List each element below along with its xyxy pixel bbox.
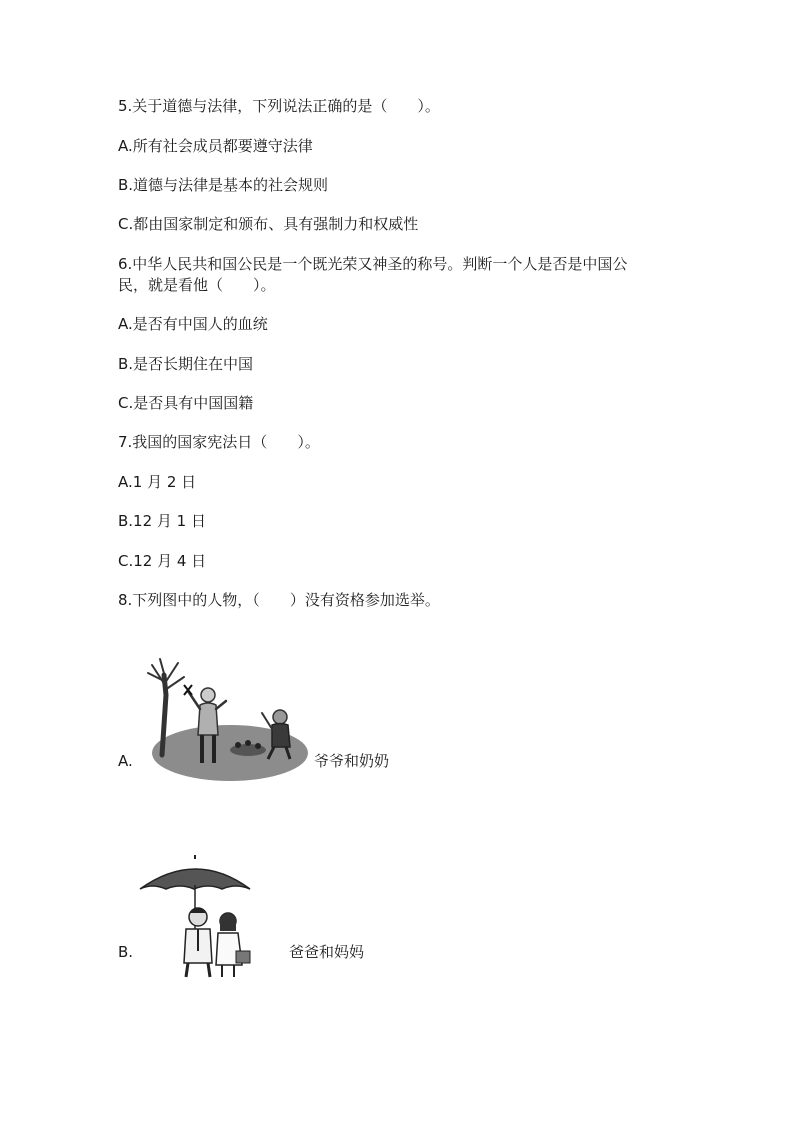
question-6-option-c: C.是否具有中国国籍 — [118, 394, 254, 412]
question-8-option-a-caption: 爷爷和奶奶 — [314, 752, 390, 770]
question-8-option-a-letter: A. — [118, 752, 133, 770]
question-8-stem: 8.下列图中的人物，（ ）没有资格参加选举。 — [118, 591, 440, 609]
question-6-option-a: A.是否有中国人的血统 — [118, 315, 268, 333]
question-5-option-c: C.都由国家制定和颁布、具有强制力和权威性 — [118, 215, 419, 233]
question-5-option-b: B.道德与法律是基本的社会规则 — [118, 176, 329, 194]
question-7-option-a: A.1 月 2 日 — [118, 473, 197, 491]
question-7-option-c: C.12 月 4 日 — [118, 552, 207, 570]
question-6-stem-line1: 6.中华人民共和国公民是一个既光荣又神圣的称号。判断一个人是否是中国公 — [118, 255, 628, 273]
question-5-option-a: A.所有社会成员都要遵守法律 — [118, 137, 313, 155]
question-5-stem: 5.关于道德与法律，下列说法正确的是（ ）。 — [118, 97, 440, 115]
question-8-option-b-letter: B. — [118, 943, 134, 961]
elderly-couple-gardening-illustration — [140, 655, 310, 785]
couple-under-umbrella-illustration — [136, 855, 254, 980]
question-7-stem: 7.我国的国家宪法日（ ）。 — [118, 433, 320, 451]
question-6-option-b: B.是否长期住在中国 — [118, 355, 254, 373]
question-6-stem-line2: 民，就是看他（ ）。 — [118, 276, 276, 294]
question-8-option-b-caption: 爸爸和妈妈 — [289, 943, 365, 961]
question-7-option-b: B.12 月 1 日 — [118, 512, 206, 530]
